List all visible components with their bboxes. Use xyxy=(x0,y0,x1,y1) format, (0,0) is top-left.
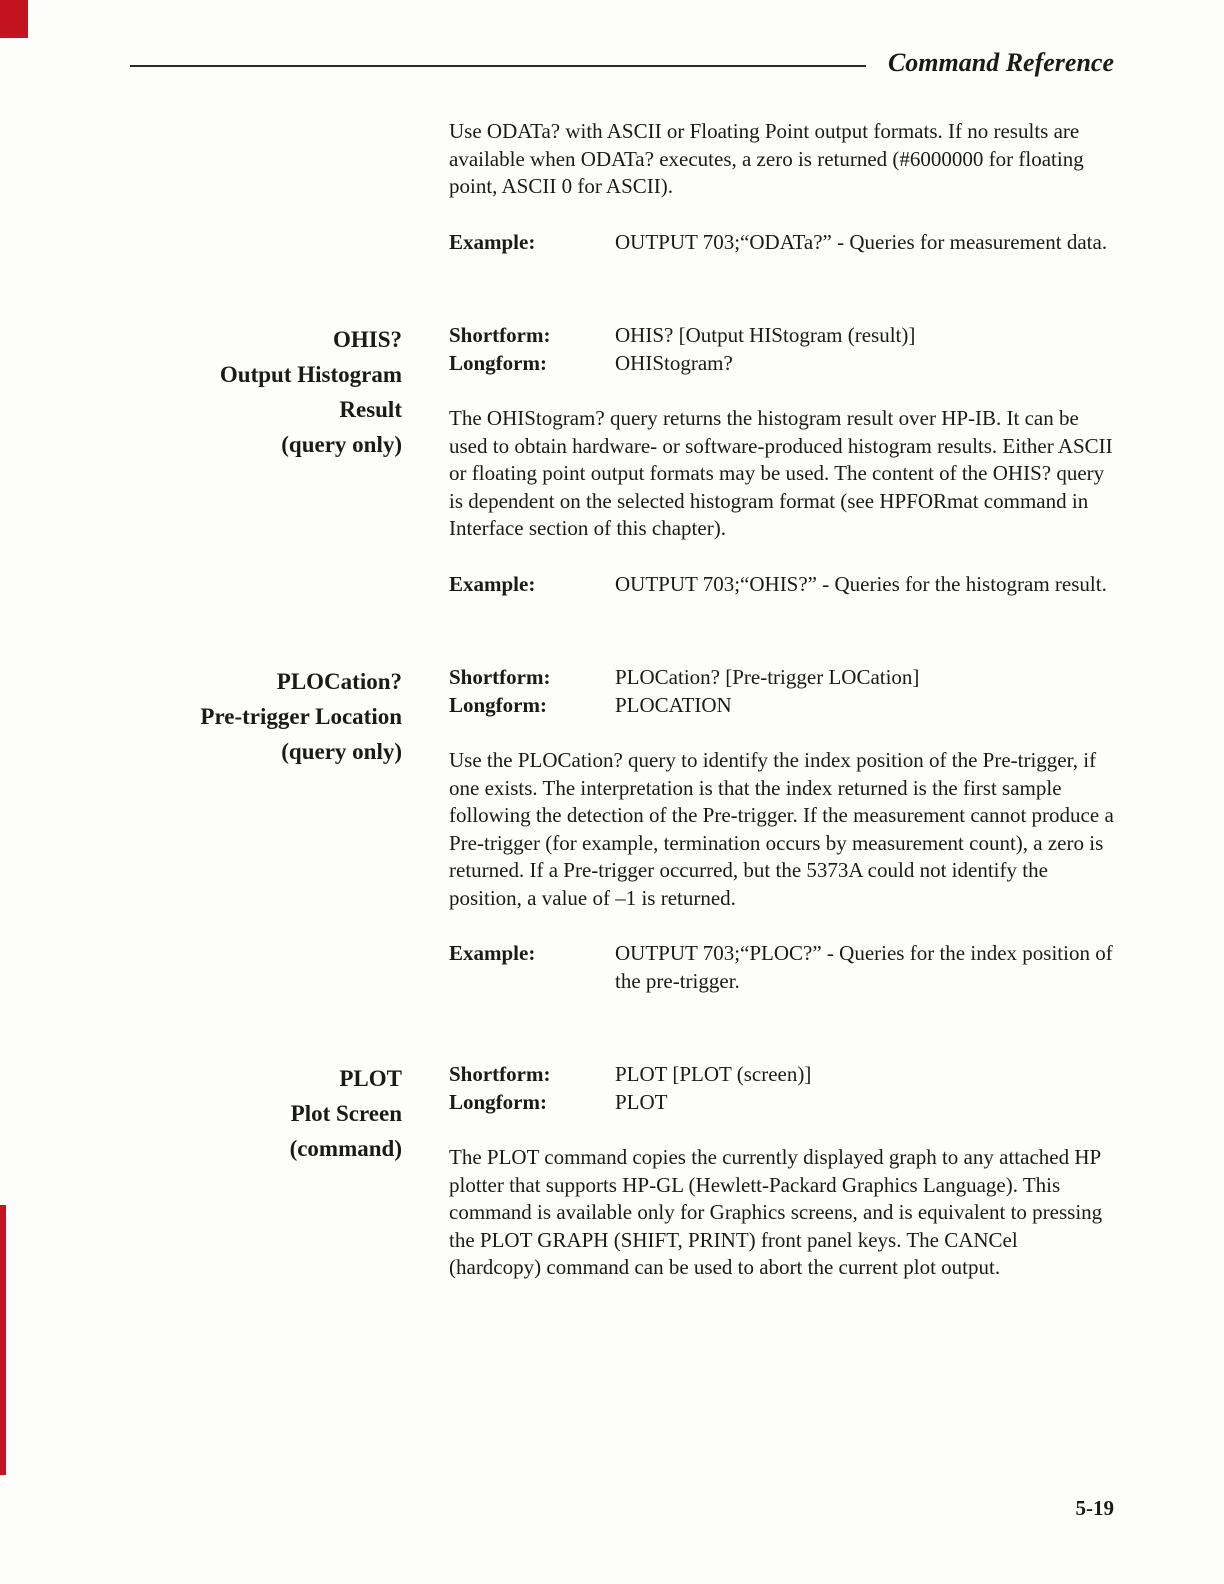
heading-line: (query only) xyxy=(281,739,402,764)
example-text: OUTPUT 703;“OHIS?” - Queries for the histogram result. xyxy=(615,571,1107,596)
longform-value: PLOT xyxy=(615,1089,668,1114)
scan-artifact-corner xyxy=(0,0,28,38)
example-label: Example: xyxy=(449,229,536,254)
heading-line: Result xyxy=(339,397,402,422)
heading-line: Plot Screen xyxy=(290,1101,402,1126)
header-title: Command Reference xyxy=(887,48,1114,77)
longform-label: Longform: xyxy=(449,692,547,717)
heading-line: (query only) xyxy=(281,432,402,457)
shortform-value: PLOT [PLOT (screen)] xyxy=(615,1062,812,1086)
example-text: OUTPUT 703;“PLOC?” - Queries for the index position of the pre-trigger. xyxy=(615,941,1113,993)
scan-artifact-strip xyxy=(0,1205,6,1475)
example-label: Example: xyxy=(449,571,536,596)
header-rule xyxy=(130,65,866,67)
paragraph: The PLOT command copies the currently displayed graph to any attached HP plotter that supports HP-GL (Hewlett-Packard Graphics Language). This command is available only for Graphics screens, and is equivalent to pressing the PLOT GRAPH (SHIFT, PRINT) front panel keys. The CANCel (hardcopy) command can be used to abort the current plot output. xyxy=(449,1145,1103,1279)
example-label: Example: xyxy=(449,941,536,965)
longform-value: PLOCATION xyxy=(615,692,732,717)
example-block xyxy=(449,940,1114,995)
longform-line xyxy=(449,350,1114,378)
shortform-value: PLOCation? [Pre-trigger LOCation] xyxy=(615,665,920,689)
shortform-line xyxy=(449,1061,1114,1089)
example-block xyxy=(449,229,1114,257)
shortform-label: Shortform: xyxy=(449,665,551,689)
section-body xyxy=(449,1061,1114,1282)
shortform-value: OHIS? [Output HIStogram (result)] xyxy=(615,323,916,347)
section-heading xyxy=(130,322,402,462)
page-content xyxy=(130,118,1114,1282)
section-odata-continuation xyxy=(130,118,1114,256)
example-text: OUTPUT 703;“ODATa?” - Queries for measurement data. xyxy=(615,229,1108,254)
shortform-label: Shortform: xyxy=(449,323,551,347)
shortform-line xyxy=(449,664,1114,692)
heading-line: OHIS? xyxy=(332,327,402,352)
longform-line xyxy=(449,692,1114,720)
heading-line: PLOT xyxy=(339,1066,402,1091)
section-ohis xyxy=(130,322,1114,598)
example-block xyxy=(449,571,1114,599)
section-plot xyxy=(130,1061,1114,1282)
longform-line xyxy=(449,1089,1114,1117)
section-body xyxy=(449,118,1114,256)
longform-label: Longform: xyxy=(449,350,547,375)
page-number: 5-19 xyxy=(1075,1496,1114,1520)
section-heading xyxy=(130,1061,402,1166)
heading-line: (command) xyxy=(289,1136,402,1161)
section-body xyxy=(449,322,1114,598)
paragraph: Use ODATa? with ASCII or Floating Point output formats. If no results are available when ODATa? executes, a zero is returned (#6000000 for floating point, ASCII 0 for ASCII). xyxy=(449,119,1084,198)
page-header xyxy=(130,48,1114,78)
heading-line: Output Histogram xyxy=(219,362,402,387)
section-plocation xyxy=(130,664,1114,995)
heading-line: Pre-trigger Location xyxy=(200,704,402,729)
shortform-label: Shortform: xyxy=(449,1062,551,1086)
shortform-line xyxy=(449,322,1114,350)
paragraph: Use the PLOCation? query to identify the index position of the Pre-trigger, if one exists. The interpretation is that the index returned is the first sample following the detection of the Pre-trigger. If the measurement cannot produce a Pre-trigger (for example, termination occurs by measurement count), a zero is returned. If a Pre-trigger occurred, but the 5373A could not identify the position, a value of –1 is returned. xyxy=(449,748,1114,910)
section-body xyxy=(449,664,1114,995)
heading-line: PLOCation? xyxy=(276,669,402,694)
longform-value: OHIStogram? xyxy=(615,350,733,375)
longform-label: Longform: xyxy=(449,1089,547,1114)
section-heading xyxy=(130,664,402,769)
paragraph: The OHIStogram? query returns the histogram result over HP-IB. It can be used to obtain hardware- or software-produced histogram results. Either ASCII or floating point output formats may be used. The content of the OHIS? query is dependent on the selected histogram format (see HPFORmat command in Interface section of this chapter). xyxy=(449,406,1113,540)
